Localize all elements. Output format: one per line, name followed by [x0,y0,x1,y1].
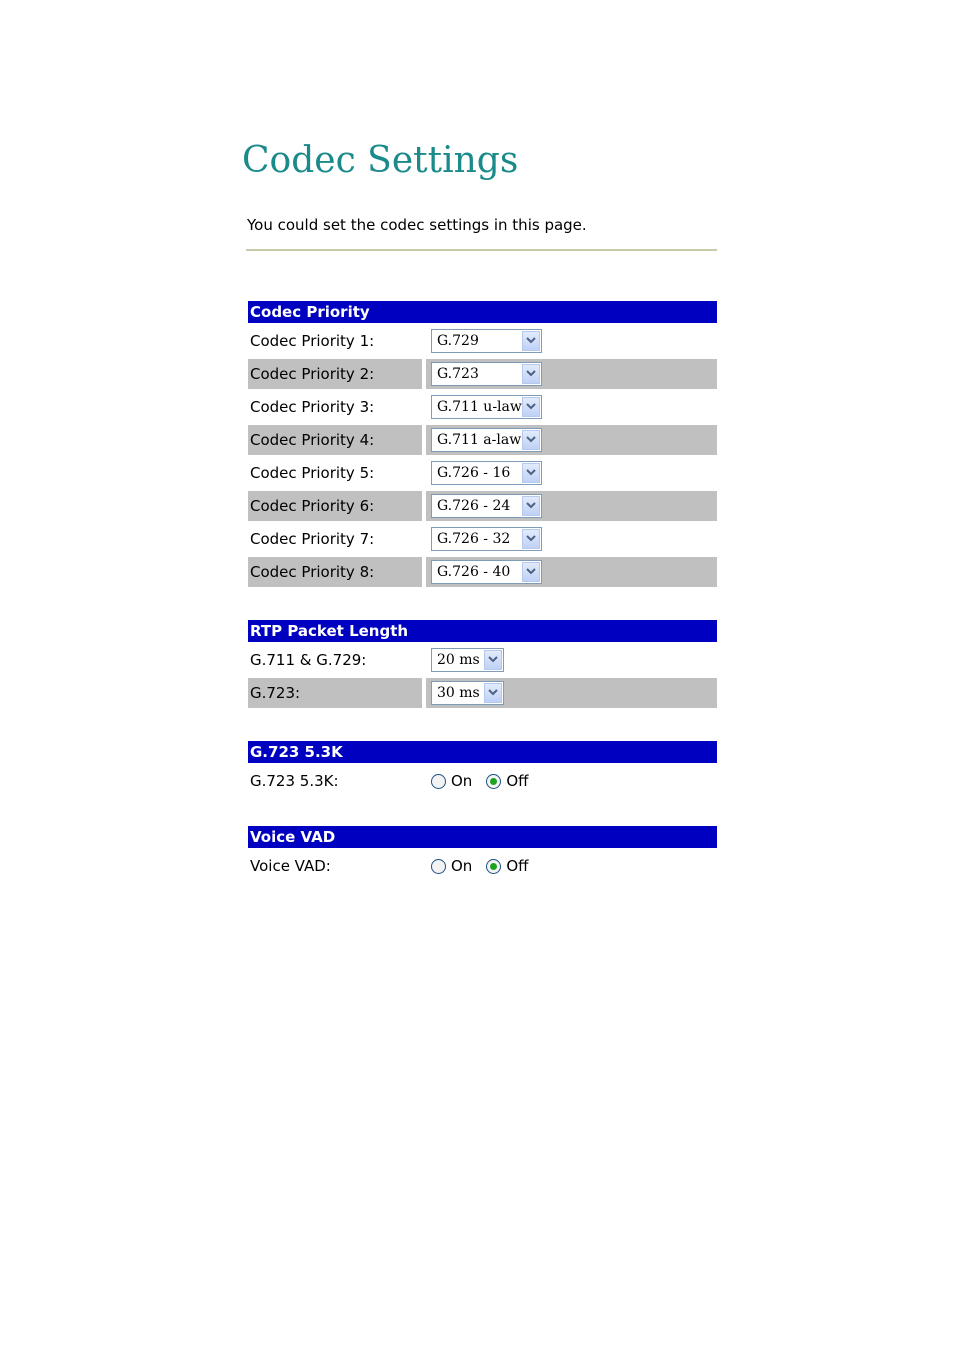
select-value: G.726 - 16 [437,465,511,481]
select-value: 30 ms [437,685,480,701]
codec-priority-row-3 [248,392,717,422]
rtp-label: G.711 & G.729: [250,651,367,669]
chevron-down-icon[interactable] [484,650,502,670]
radio-label: Off [506,772,529,790]
voice-vad-row [248,851,717,881]
page-title: Codec Settings [242,140,519,181]
rtp-label: G.723: [248,678,422,708]
select-value: G.729 [437,333,479,349]
codec-priority-4-select[interactable] [431,428,542,452]
codec-priority-row-5 [248,458,717,488]
voice-vad-off-radio[interactable] [486,859,501,874]
select-value: 20 ms [437,652,480,668]
g723-53k-row [248,766,717,796]
chevron-down-icon[interactable] [522,496,540,516]
codec-priority-label: Codec Priority 8: [248,557,422,587]
g723-53k-on-radio[interactable] [431,774,446,789]
chevron-down-icon[interactable] [522,430,540,450]
select-value: G.726 - 32 [437,531,511,547]
chevron-down-icon[interactable] [522,529,540,549]
g723-53k-header: G.723 5.3K [248,741,717,763]
radio-label: Off [506,857,529,875]
codec-priority-3-select[interactable] [431,395,542,419]
codec-priority-label: Codec Priority 5: [250,464,375,482]
select-value: G.723 [437,366,479,382]
codec-priority-header: Codec Priority [248,301,717,323]
codec-priority-1-select[interactable] [431,329,542,353]
chevron-down-icon[interactable] [522,397,540,417]
codec-priority-row-1 [248,326,717,356]
voice-vad-off-option[interactable] [486,857,528,875]
select-value: G.711 a-law [437,432,522,448]
g723-53k-on-option[interactable] [431,772,472,790]
g723-53k-radio-group [431,766,542,796]
codec-priority-8-select[interactable] [431,560,542,584]
rtp-g711-g729-select[interactable] [431,648,504,672]
chevron-down-icon[interactable] [522,562,540,582]
voice-vad-header: Voice VAD [248,826,717,848]
codec-priority-row-7 [248,524,717,554]
codec-priority-label: Codec Priority 4: [248,425,422,455]
g723-53k-off-radio[interactable] [486,774,501,789]
chevron-down-icon[interactable] [522,331,540,351]
codec-priority-label: Codec Priority 6: [248,491,422,521]
select-value: G.726 - 24 [437,498,511,514]
codec-priority-row-2 [248,359,717,389]
codec-priority-label: Codec Priority 2: [248,359,422,389]
voice-vad-on-radio[interactable] [431,859,446,874]
page-intro: You could set the codec settings in this page. [247,216,587,234]
select-value: G.711 u-law [437,399,522,415]
chevron-down-icon[interactable] [522,364,540,384]
voice-vad-label: Voice VAD: [250,857,331,875]
rtp-g723-select[interactable] [431,681,504,705]
codec-priority-row-4 [248,425,717,455]
voice-vad-radio-group [431,851,542,881]
select-value: G.726 - 40 [437,564,511,580]
divider [246,249,717,251]
codec-priority-7-select[interactable] [431,527,542,551]
rtp-packet-length-header: RTP Packet Length [248,620,717,642]
codec-priority-2-select[interactable] [431,362,542,386]
codec-priority-label: Codec Priority 7: [250,530,375,548]
radio-label: On [451,857,473,875]
chevron-down-icon[interactable] [484,683,502,703]
codec-priority-row-8 [248,557,717,587]
rtp-row-g723 [248,678,717,708]
codec-priority-5-select[interactable] [431,461,542,485]
chevron-down-icon[interactable] [522,463,540,483]
radio-label: On [451,772,473,790]
codec-priority-6-select[interactable] [431,494,542,518]
rtp-row-g711-g729 [248,645,717,675]
g723-53k-label: G.723 5.3K: [250,772,339,790]
g723-53k-off-option[interactable] [486,772,528,790]
codec-priority-row-6 [248,491,717,521]
codec-priority-label: Codec Priority 3: [250,398,375,416]
codec-priority-label: Codec Priority 1: [250,332,375,350]
voice-vad-on-option[interactable] [431,857,472,875]
